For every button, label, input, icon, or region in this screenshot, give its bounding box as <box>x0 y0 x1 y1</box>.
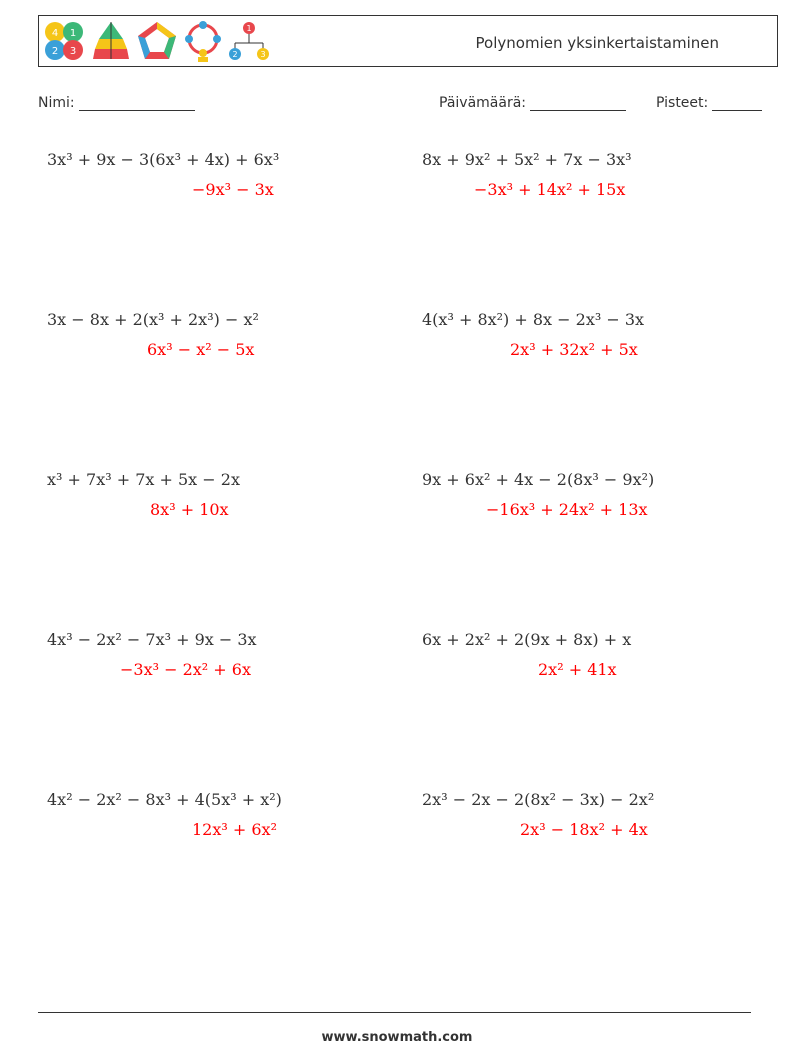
date-field <box>439 95 626 111</box>
problem-10: 2x³ − 2x − 2(8x² − 3x) − 2x² <box>422 790 655 809</box>
problem-1: 3x³ + 9x − 3(6x³ + 4x) + 6x³ <box>47 150 280 169</box>
date-label: Päivämäärä: <box>439 95 526 111</box>
date-blank-line[interactable] <box>530 96 626 111</box>
logo-number-3: 3 <box>69 46 77 57</box>
problem-9: 4x² − 2x² − 8x³ + 4(5x³ + x²) <box>47 790 282 809</box>
logo-number-2: 2 <box>51 46 59 57</box>
problem-3: 3x − 8x + 2(x³ + 2x³) − x² <box>47 310 259 329</box>
problem-2: 8x + 9x² + 5x² + 7x − 3x³ <box>422 150 632 169</box>
answer-10: 2x³ − 18x² + 4x <box>520 820 648 839</box>
pyramid-icon <box>91 19 131 63</box>
page-title: Polynomien yksinkertaistaminen <box>475 34 719 52</box>
answer-6: −16x³ + 24x² + 13x <box>486 500 648 519</box>
answer-4: 2x³ + 32x² + 5x <box>510 340 638 359</box>
score-field <box>656 95 762 111</box>
logo-strip <box>43 19 273 63</box>
tree-number-2: 2 <box>232 50 238 59</box>
problem-6: 9x + 6x² + 4x − 2(8x³ − 9x²) <box>422 470 655 489</box>
problem-7: 4x³ − 2x² − 7x³ + 9x − 3x <box>47 630 257 649</box>
header-box <box>38 15 778 67</box>
footer-website: www.snowmath.com <box>321 1030 473 1045</box>
answer-2: −3x³ + 14x² + 15x <box>474 180 626 199</box>
answer-5: 8x³ + 10x <box>150 500 229 519</box>
problem-8: 6x + 2x² + 2(9x + 8x) + x <box>422 630 632 649</box>
score-blank-line[interactable] <box>712 96 762 111</box>
name-blank-line[interactable] <box>79 96 195 111</box>
answer-1: −9x³ − 3x <box>192 180 274 199</box>
answer-9: 12x³ + 6x² <box>192 820 277 839</box>
name-label: Nimi: <box>38 95 75 111</box>
pentagon-icon <box>135 19 179 63</box>
tree-number-3: 3 <box>260 50 266 59</box>
logo-number-1: 1 <box>69 28 77 39</box>
cycle-people-icon <box>181 19 225 63</box>
tree-number-1: 1 <box>246 24 252 33</box>
number-circles-icon <box>43 19 87 63</box>
tree-diagram-icon <box>227 19 271 63</box>
answer-3: 6x³ − x² − 5x <box>147 340 255 359</box>
answer-8: 2x² + 41x <box>538 660 617 679</box>
score-label: Pisteet: <box>656 95 709 111</box>
footer-divider <box>38 1012 751 1013</box>
problem-5: x³ + 7x³ + 7x + 5x − 2x <box>47 470 240 489</box>
logo-number-4: 4 <box>51 28 59 39</box>
problem-4: 4(x³ + 8x²) + 8x − 2x³ − 3x <box>422 310 645 329</box>
answer-7: −3x³ − 2x² + 6x <box>120 660 251 679</box>
name-field <box>38 95 195 111</box>
